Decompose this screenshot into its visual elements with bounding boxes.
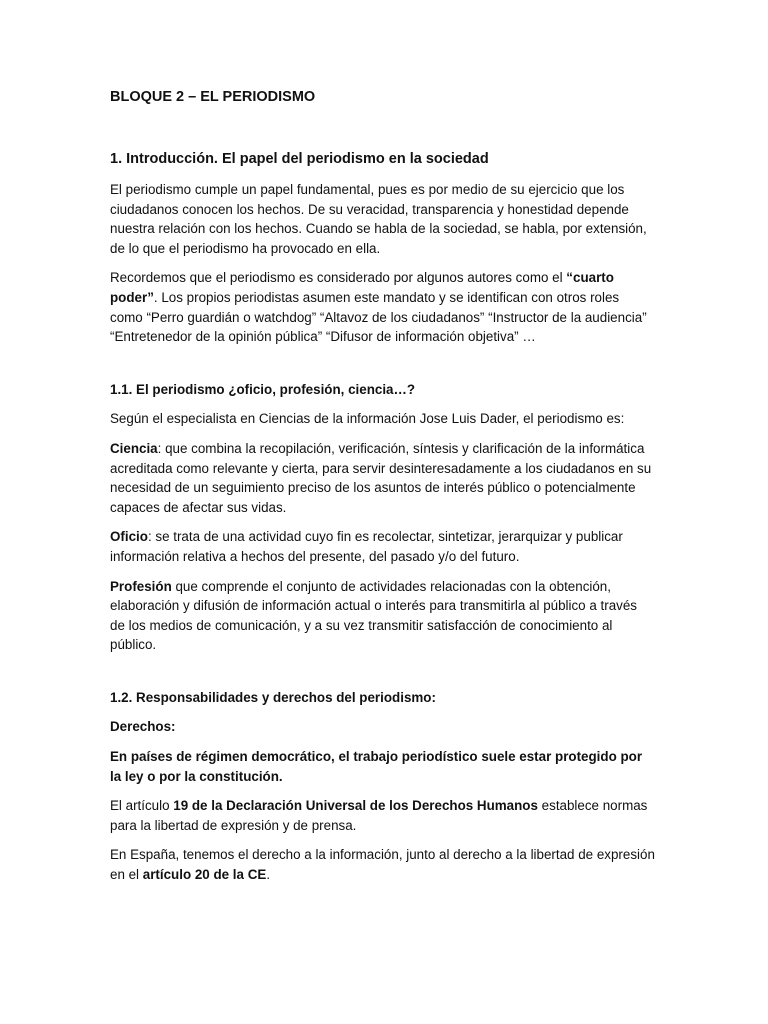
profesion-term: Profesión bbox=[110, 578, 172, 594]
cuarto-poder-term: “cuarto poder” bbox=[110, 270, 614, 305]
document-title: BLOQUE 2 – EL PERIODISMO bbox=[110, 89, 316, 105]
paragraph-text: El artículo bbox=[110, 798, 174, 814]
document-page bbox=[110, 88, 655, 885]
oficio-definition bbox=[110, 527, 655, 566]
ciencia-term: Ciencia bbox=[110, 440, 158, 456]
ciencia-definition bbox=[110, 439, 655, 517]
paragraph-text: . Los propios periodistas asumen este mandato y se identifican con otros roles como “Perro guardián o watchdog” “Altavoz de los ciudadanos” “Instructor de la audiencia” “Entretenedor de la opinión pública” “Difusor de información objetiva” … bbox=[110, 289, 647, 345]
spain-paragraph bbox=[110, 845, 655, 884]
article-19-paragraph bbox=[110, 796, 655, 835]
paragraph-text: establece normas para la libertad de expresión y de prensa. bbox=[110, 798, 648, 833]
article-19-reference: 19 de la Declaración Universal de los Derechos Humanos bbox=[173, 798, 538, 814]
paragraph-text: Recordemos que el periodismo es considerado por algunos autores como el bbox=[110, 270, 567, 286]
section-1-1-heading: 1.1. El periodismo ¿oficio, profesión, ciencia…? bbox=[110, 381, 416, 397]
definition-text: : que combina la recopilación, verificación, síntesis y clarificación de la informática acreditada como relevante y cierta, para servir desinteresadamente a los ciudadanos en su necesidad de un seguimiento preciso de los asuntos de interés público o potencialmente capaces de afectar sus vidas. bbox=[110, 440, 652, 515]
paragraph-text: En España, tenemos el derecho a la información, junto al derecho a la libertad de expresión en el bbox=[110, 847, 655, 883]
definition-text: : se trata de una actividad cuyo fin es recolectar, sintetizar, jerarquizar y publicar información relativa a hechos del presente, del pasado y/o del futuro. bbox=[110, 529, 623, 564]
article-20-reference: artículo 20 de la CE bbox=[142, 867, 267, 883]
derechos-label: Derechos: bbox=[110, 719, 176, 735]
section-1-2-heading: 1.2. Responsabilidades y derechos del periodismo: bbox=[110, 689, 436, 705]
paragraph-text: . bbox=[266, 867, 271, 883]
section-1-paragraph-1: El periodismo cumple un papel fundamental, pues es por medio de su ejercicio que los ciudadanos conocen los hechos. De su veracidad, transparencia y honestidad depende nuestra relación con los hechos. Cuando se habla de la sociedad, se habla, por extensión, de lo que el periodismo ha provocado en ella. bbox=[110, 182, 647, 256]
oficio-term: Oficio bbox=[110, 529, 148, 545]
democratic-protection-paragraph: En países de régimen democrático, el trabajo periodístico suele estar protegido por la ley o por la constitución. bbox=[110, 749, 643, 784]
section-1-paragraph-2 bbox=[110, 268, 655, 346]
definition-text: que comprende el conjunto de actividades relacionadas con la obtención, elaboración y difusión de información actual o interés para transmitirla al público a través de los medios de comunicación, y a su vez transmitir satisfacción de conocimiento al público. bbox=[110, 578, 637, 653]
section-1-1-intro: Según el especialista en Ciencias de la información Jose Luis Dader, el periodismo es: bbox=[110, 411, 625, 427]
profesion-definition bbox=[110, 577, 655, 655]
section-1-heading: 1. Introducción. El papel del periodismo en la sociedad bbox=[110, 151, 489, 167]
